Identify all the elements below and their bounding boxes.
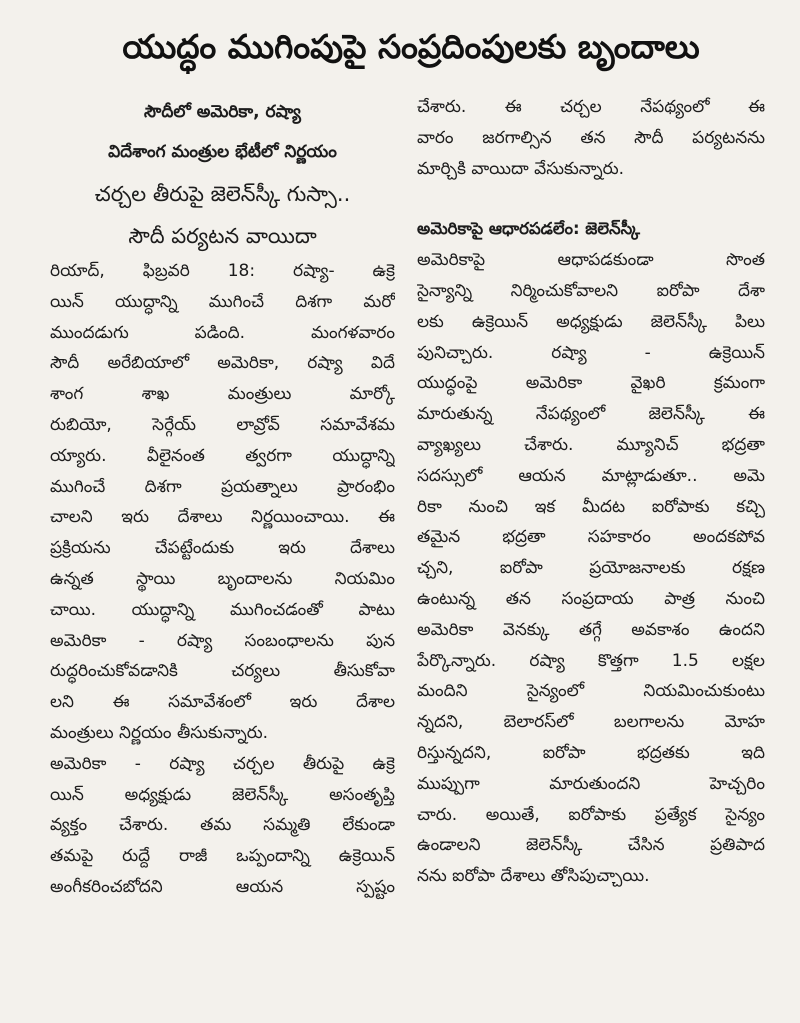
text-line: యుద్ధంపై అమెరికా వైఖరి క్రమంగా — [417, 373, 765, 394]
side-heading: అమెరికాపై ఆధారపడలేం: జెలెన్‌స్కీ — [417, 219, 640, 239]
text-line: మంత్రులు నిర్ణయం తీసుకున్నారు. — [50, 722, 269, 743]
text-line: ముగించే దిశగా ప్రయత్నాలు ప్రారంభిం — [50, 476, 395, 497]
text-line: వ్యక్తం చేశారు. తమ సమ్మతి లేకుండా — [50, 815, 395, 836]
text-line: వ్యాఖ్యలు చేశారు. మ్యూనిచ్‌ భద్రతా — [417, 434, 765, 455]
subhead-4: సౌదీ పర్యటన వాయిదా — [128, 224, 317, 248]
text-line: రుబియో, సెర్గేయ్‌ లావ్రోవ్‌ సమావేశమ — [50, 414, 395, 435]
text-line: రుద్ధరించుకోవడానికి చర్యలు తీసుకోవా — [50, 661, 395, 682]
text-line: రియాద్‌, ఫిబ్రవరి 18: రష్యా- ఉక్రె — [50, 261, 395, 281]
text-line: అమెరికా - రష్యా సంబంధాలను పున — [50, 630, 395, 651]
text-line: అంగీకరించబోదని ఆయన స్పష్టం — [50, 876, 395, 897]
text-line: మందిని సైన్యంలో నియమించుకుంటు — [417, 681, 765, 702]
right-body-top — [417, 92, 765, 184]
text-line: రికా నుంచి ఇక మీదట ఐరోపాకు కచ్చి — [417, 496, 765, 517]
left-column — [50, 92, 395, 903]
text-line: తమపై రుద్దే రాజీ ఒప్పందాన్ని ఉక్రెయిన్‌ — [50, 846, 395, 867]
subhead-1: సౌదీలో అమెరికా, రష్యా — [144, 102, 301, 122]
text-line: లకు ఉక్రెయిన్‌ అధ్యక్షుడు జెలెన్‌స్కీ పిలు — [417, 311, 765, 332]
text-line: తమైన భద్రతా సహకారం అందకపోవ — [417, 527, 765, 548]
subhead-2: విదేశాంగ మంత్రుల భేటీలో నిర్ణయం — [108, 142, 337, 162]
text-line: చారు. అయితే, ఐరోపాకు ప్రత్యేక సైన్యం — [417, 804, 765, 825]
text-line: న్నదని, బెలారస్‌లో బలగాలను మోహ — [417, 712, 765, 733]
right-column — [417, 92, 765, 903]
text-line: చేశారు. ఈ చర్చల నేపథ్యంలో ఈ — [417, 97, 765, 117]
text-line: యిన్‌ అధ్యక్షుడు జెలెన్‌స్కీ అసంతృప్తి — [50, 784, 395, 805]
text-line: సైన్యాన్ని నిర్మించుకోవాలని ఐరోపా దేశా — [417, 280, 765, 301]
headline: యుద్ధం ముగింపుపై సంప్రదింపులకు బృందాలు — [122, 27, 700, 66]
text-line: ముందడుగు పడింది. మంగళవారం — [50, 322, 395, 343]
text-line: చాయి. యుద్ధాన్ని ముగించడంతో పాటు — [50, 599, 395, 620]
text-line: య్యారు. వీలైనంత త్వరగా యుద్ధాన్ని — [50, 445, 395, 466]
text-line: సదస్సులో ఆయన మాట్లాడుతూ.. అమె — [417, 465, 765, 486]
paragraph-gap — [417, 184, 765, 214]
text-line: చాలని ఇరు దేశాలు నిర్ణయించాయి. ఈ — [50, 507, 395, 528]
right-body — [417, 245, 765, 892]
text-line: రిస్తున్నదని, ఐరోపా భద్రతకు ఇది — [417, 742, 765, 763]
text-line: ప్రక్రియను చేపట్టేందుకు ఇరు దేశాలు — [50, 538, 395, 559]
text-line: వారం జరగాల్సిన తన సౌదీ పర్యటనను — [417, 127, 765, 148]
text-line: పునిచ్చారు. రష్యా - ఉక్రెయిన్‌ — [417, 342, 765, 363]
text-line: సౌదీ అరేబియాలో అమెరికా, రష్యా విదే — [50, 353, 395, 374]
text-line: అమెరికాపై ఆధాపడకుండా సొంత — [417, 250, 765, 271]
text-line: ఉన్నత స్థాయి బృందాలను నియమిం — [50, 568, 395, 589]
text-line: పేర్కొన్నారు. రష్యా కొత్తగా 1.5 లక్షల — [417, 650, 765, 671]
text-line: లని ఈ సమావేశంలో ఇరు దేశాల — [50, 692, 395, 713]
text-line: శాంగ శాఖ మంత్రులు మార్కో — [50, 384, 395, 405]
text-line: ముప్పుగా మారుతుందని హెచ్చరిం — [417, 773, 765, 794]
text-line: మార్చికి వాయిదా వేసుకున్నారు. — [417, 158, 625, 179]
text-line: మారుతున్న నేపథ్యంలో జెలెన్‌స్కీ ఈ — [417, 404, 765, 425]
text-line: నను ఐరోపా దేశాలు తోసిపుచ్చాయి. — [417, 866, 650, 887]
left-body — [50, 256, 395, 903]
text-line: అమెరికా - రష్యా చర్చల తీరుపై ఉక్రె — [50, 753, 395, 774]
text-line: అమెరికా వెనక్కు తగ్గే అవకాశం ఉందని — [417, 619, 765, 640]
subhead-3: చర్చల తీరుపై జెలెన్‌స్కీ గుస్సా.. — [94, 182, 351, 206]
text-line: ఉంటున్న తన సంప్రదాయ పాత్ర నుంచి — [417, 588, 765, 609]
article-columns — [50, 92, 772, 903]
text-line: ఉండాలని జెలెన్‌స్కీ చేసిన ప్రతిపాద — [417, 835, 765, 856]
text-line: చ్చని, ఐరోపా ప్రయోజనాలకు రక్షణ — [417, 558, 765, 579]
text-line: యిన్‌ యుద్ధాన్ని ముగించే దిశగా మరో — [50, 291, 395, 312]
